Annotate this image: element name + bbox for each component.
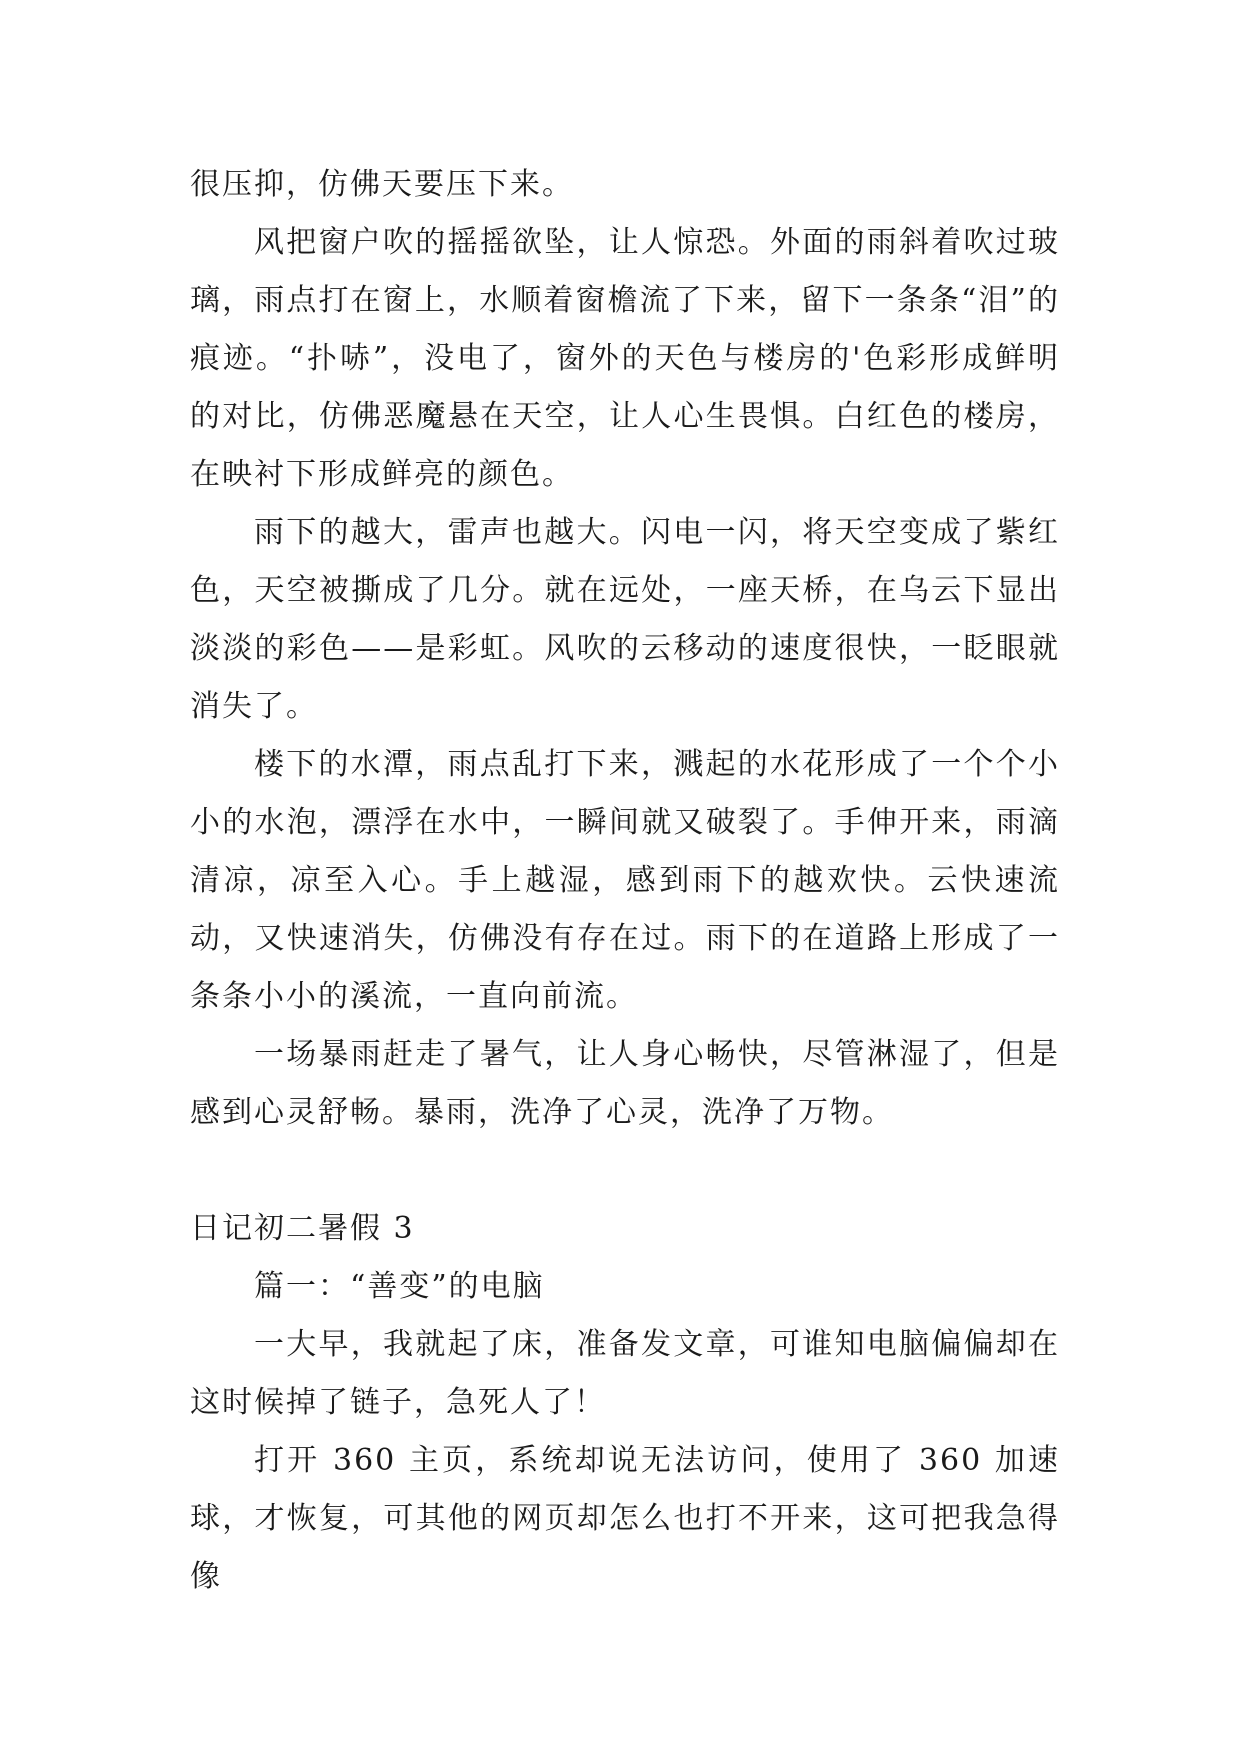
paragraph-computer-1: 一大早，我就起了床，准备发文章，可谁知电脑偏偏却在这时候掉了链子，急死人了！ bbox=[190, 1327, 1060, 1420]
paragraph-window: 风把窗户吹的摇摇欲坠，让人惊恐。外面的雨斜着吹过玻璃，雨点打在窗上，水顺着窗檐流了下来，留下一条条“泪”的痕迹。“扑哧”，没电了，窗外的天色与楼房的'色彩形成鲜明的对比，仿佛恶魔悬在天空，让人心生畏惧。白红色的楼房，在映衬下形成鲜亮的颜色。 bbox=[190, 225, 1060, 492]
document-body bbox=[190, 156, 1060, 1606]
paragraph-computer-2: 打开 360 主页，系统却说无法访问，使用了 360 加速球，才恢复，可其他的网页却怎么也打不开来，这可把我急得像 bbox=[190, 1443, 1060, 1594]
paragraph-conclusion: 一场暴雨赶走了暑气，让人身心畅快，尽管淋湿了，但是感到心灵舒畅。暴雨，洗净了心灵，洗净了万物。 bbox=[190, 1037, 1060, 1130]
paragraph-continuation: 很压抑，仿佛天要压下来。 bbox=[190, 167, 574, 202]
article-subtitle: 篇一：“善变”的电脑 bbox=[254, 1269, 545, 1304]
paragraph-thunder: 雨下的越大，雷声也越大。闪电一闪，将天空变成了紫红色，天空被撕成了几分。就在远处，一座天桥，在乌云下显出淡淡的彩色——是彩虹。风吹的云移动的速度很快，一眨眼就消失了。 bbox=[190, 515, 1060, 724]
section-heading: 日记初二暑假 3 bbox=[190, 1211, 415, 1246]
paragraph-puddle: 楼下的水潭，雨点乱打下来，溅起的水花形成了一个个小小的水泡，漂浮在水中，一瞬间就又破裂了。手伸开来，雨滴清凉，凉至入心。手上越湿，感到雨下的越欢快。云快速流动，又快速消失，仿佛没有存在过。雨下的在道路上形成了一条条小小的溪流，一直向前流。 bbox=[190, 747, 1060, 1014]
